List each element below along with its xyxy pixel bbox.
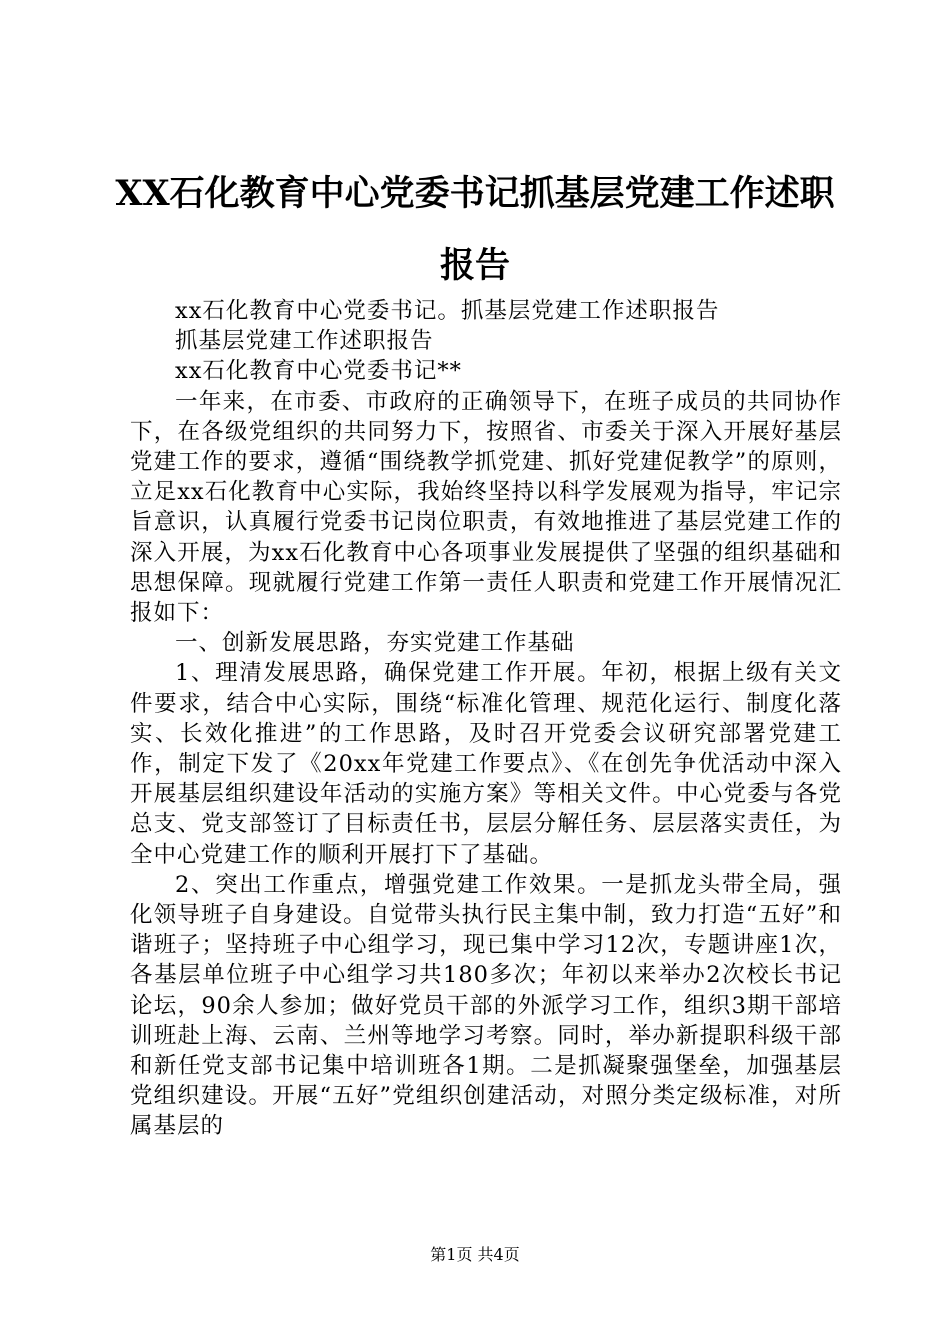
document-body	[130, 296, 842, 1142]
paragraph: 抓基层党建工作述职报告	[175, 328, 434, 355]
paragraph: 2、突出工作重点，增强党建工作效果。一是抓龙头带全局，强化领导班子自身建设。自觉带头执行民主集中制，致力打造“五好”和谐班子；坚持班子中心组学习，现已集中学习12次，专题讲座1次，各基层单位班子中心组学习共180多次；年初以来举办2次校长书记论坛，90余人参加；做好党员干部的外派学习工作，组织3期干部培训班赴上海、云南、兰州等地学习考察。同时，举办新提职科级干部和新任党支部书记集中培训班各1期。二是抓凝聚强堡垒，加强基层党组织建设。开展“五好”党组织创建活动，对照分类定级标准，对所属基层的	[130, 871, 842, 1140]
section-heading: 一、创新发展思路，夯实党建工作基础	[175, 630, 575, 657]
paragraph: xx石化教育中心党委书记**	[175, 358, 462, 385]
paragraph: 1、理清发展思路，确保党建工作开展。年初，根据上级有关文件要求，结合中心实际，围绕“标准化管理、规范化运行、制度化落实、长效化推进”的工作思路，及时召开党委会议研究部署党建工作，制定下发了《20xx年党建工作要点》、《在创先争优活动中深入开展基层组织建设年活动的实施方案》等相关文件。中心党委与各党总支、党支部签订了目标责任书，层层分解任务、层层落实责任，为全中心党建工作的顺利开展打下了基础。	[130, 660, 842, 868]
paragraph: 一年来，在市委、市政府的正确领导下，在班子成员的共同协作下，在各级党组织的共同努力下，按照省、市委关于深入开展好基层党建工作的要求，遵循“围绕教学抓党建、抓好党建促教学”的原则，立足xx石化教育中心实际，我始终坚持以科学发展观为指导，牢记宗旨意识，认真履行党委书记岗位职责，有效地推进了基层党建工作的深入开展，为xx石化教育中心各项事业发展提供了坚强的组织基础和思想保障。现就履行党建工作第一责任人职责和党建工作开展情况汇报如下：	[130, 388, 842, 627]
page-footer: 第1页 共4页	[430, 1245, 520, 1264]
paragraph: xx石化教育中心党委书记。抓基层党建工作述职报告	[175, 298, 720, 324]
document-title: XX石化教育中心党委书记抓基层党建工作述职报告	[115, 173, 835, 286]
